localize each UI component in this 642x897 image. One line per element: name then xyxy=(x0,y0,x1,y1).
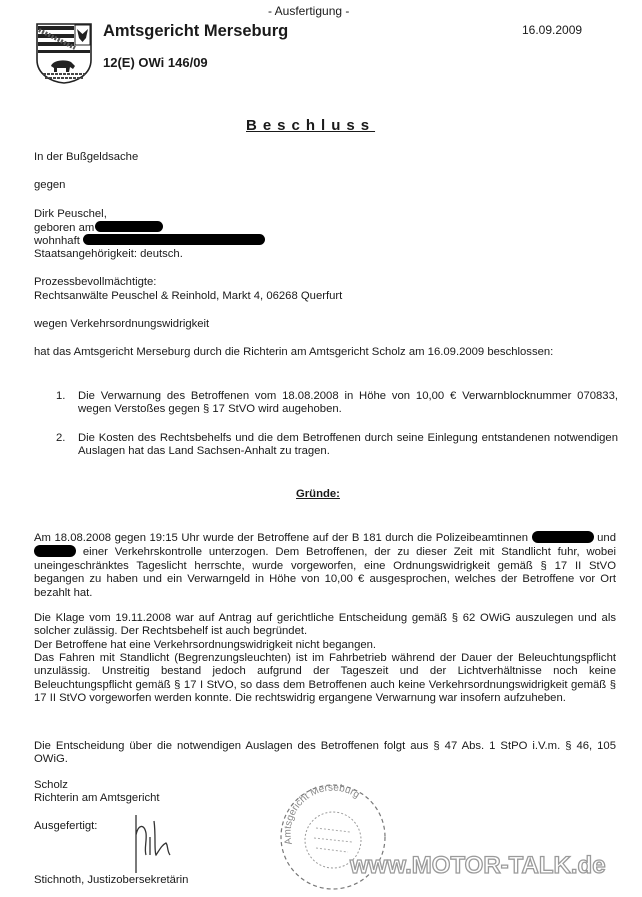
judge-name: Scholz xyxy=(34,779,68,791)
reasons-paragraph-4: Das Fahren mit Standlicht (Begrenzungsleuchten) ist im Fahrbetrieb während der Dauer der Beleuchtungspflicht unzulässig. Unstreitig bestand jedoch aufgrund der Tageszeit und der Lichtverhältnisse noch keine Beleuchtungspflicht gemäß § 17 I StVO, so dass dem Betroffenen auch keine Verkehrsordnungswidrigkeit gemäß § 17 II StVO vorgeworfen werden konnte. Die rechtswidrig ergangene Verwarnung war insofern aufzuheben. xyxy=(34,652,616,705)
reasons-paragraph-1 xyxy=(34,531,616,600)
ruling-text: Die Verwarnung des Betroffenen vom 18.08.2008 in Höhe von 10,00 € Verwarnblocknummer 070833, wegen Verstoßes gegen § 17 StVO wird augehoben. xyxy=(78,390,618,416)
party-nationality: Staatsangehörigkeit: deutsch. xyxy=(34,248,183,260)
reasons-paragraph-5: Die Entscheidung über die notwendigen Auslagen des Betroffenen folgt aus § 47 Abs. 1 StPO i.V.m. § 46, 105 OWiG. xyxy=(34,740,616,766)
against-label: gegen xyxy=(34,179,66,191)
ruling-number: 2. xyxy=(56,432,66,444)
residence-label: wohnhaft xyxy=(34,235,80,247)
signature-scribble-icon xyxy=(132,815,192,875)
party-residence-row xyxy=(34,234,265,248)
case-subject: wegen Verkehrsordnungswidrigkeit xyxy=(34,318,210,330)
counsel-value: Rechtsanwälte Peuschel & Reinhold, Markt 4, 06268 Querfurt xyxy=(34,290,343,302)
judge-title: Richterin am Amtsgericht xyxy=(34,792,160,804)
watermark: www.MOTOR-TALK.de xyxy=(350,852,606,879)
coat-of-arms-icon xyxy=(35,22,93,84)
redaction-address xyxy=(83,234,265,245)
copy-mark: - Ausfertigung - xyxy=(268,4,350,18)
party-name: Dirk Peuschel, xyxy=(34,208,107,220)
reasons-paragraph-3: Der Betroffene hat eine Verkehrsordnungswidrigkeit nicht begangen. xyxy=(34,639,377,651)
resolution-intro: hat das Amtsgericht Merseburg durch die Richterin am Amtsgericht Scholz am 16.09.2009 beschlossen: xyxy=(34,346,554,358)
seal-text: Amtsgericht Merseburg xyxy=(282,782,362,846)
counsel-label: Prozessbevollmächtigte: xyxy=(34,276,157,288)
redaction-officer-2 xyxy=(34,545,76,557)
reasons-p1-rest: einer Verkehrskontrolle unterzogen. Dem Betroffenen, der zu dieser Zeit mit Standlicht fuhr, wobei uneingeschränktes Tageslicht herrschte, wurde vorgeworfen, eine Ordnungswidrigkeit gemäß § 17 II StVO begangen zu haben und ein Verwarngeld in Höhe von 10,00 € ausgesprochen, welches der Betroffene vor Ort bezahlt hat. xyxy=(34,546,616,599)
clerk-signature: Stichnoth, Justizobersekretärin xyxy=(34,874,189,886)
born-label: geboren am xyxy=(34,222,95,234)
case-number: 12(E) OWi 146/09 xyxy=(103,55,208,70)
reasons-p1-and: und xyxy=(597,532,616,544)
redaction-birthdate xyxy=(95,221,163,232)
document-date: 16.09.2009 xyxy=(522,23,583,37)
certified-label: Ausgefertigt: xyxy=(34,820,98,832)
court-name: Amtsgericht Merseburg xyxy=(103,22,289,40)
ruling-text: Die Kosten des Rechtsbehelfs und die dem Betroffenen durch seine Einlegung entstandenen notwendigen Auslagen hat das Land Sachsen-Anhalt zu tragen. xyxy=(78,432,618,458)
reasons-p1-line1: Am 18.08.2008 gegen 19:15 Uhr wurde der Betroffene auf der B 181 durch die Polizeibeamtinnen xyxy=(34,532,529,544)
reasons-paragraph-2: Die Klage vom 19.11.2008 war auf Antrag auf gerichtliche Entscheidung gemäß § 62 OWiG auszulegen und als solcher zulässig. Der Rechtsbehelf ist auch begründet. xyxy=(34,612,616,638)
case-intro: In der Bußgeldsache xyxy=(34,151,139,163)
reasons-title: Gründe: xyxy=(296,488,340,500)
ruling-number: 1. xyxy=(56,390,66,402)
redaction-officer-1 xyxy=(532,531,594,543)
document-title: Beschluss xyxy=(246,117,376,134)
